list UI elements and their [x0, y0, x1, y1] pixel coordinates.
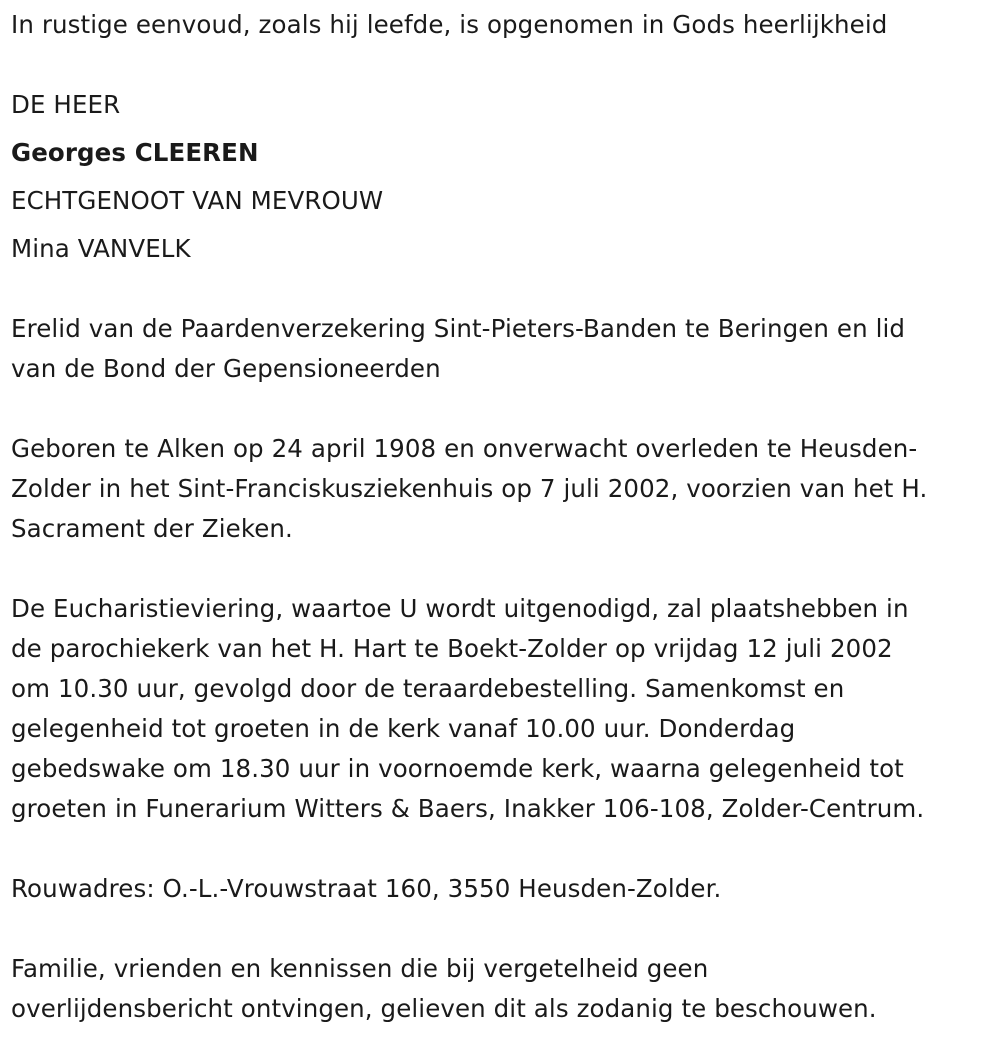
birth-death-paragraph — [11, 429, 996, 549]
intro-text: In rustige eenvoud, zoals hij leefde, is opgenomen in Gods heerlijkheid — [11, 10, 888, 39]
spouse-name: Mina VANVELK — [11, 234, 191, 263]
membership-line: Erelid van de Paardenverzekering Sint-Pieters-Banden te Beringen en lid — [11, 314, 906, 343]
membership-paragraph — [11, 309, 996, 389]
deceased-name: Georges CLEEREN — [11, 138, 259, 167]
service-line: groeten in Funerarium Witters & Baers, Inakker 106-108, Zolder-Centrum. — [11, 794, 925, 823]
service-line: gelegenheid tot groeten in de kerk vanaf 10.00 uur. Donderdag — [11, 714, 796, 743]
service-paragraph — [11, 589, 996, 829]
birth-death-line: Sacrament der Zieken. — [11, 514, 293, 543]
birth-death-line: Zolder in het Sint-Franciskusziekenhuis op 7 juli 2002, voorzien van het H. — [11, 474, 928, 503]
closing-line: overlijdensbericht ontvingen, gelieven dit als zodanig te beschouwen. — [11, 994, 877, 1023]
service-line: de parochiekerk van het H. Hart te Boekt-Zolder op vrijdag 12 juli 2002 — [11, 634, 893, 663]
service-line: om 10.30 uur, gevolgd door de teraardebestelling. Samenkomst en — [11, 674, 845, 703]
membership-line: van de Bond der Gepensioneerden — [11, 354, 441, 383]
closing-paragraph — [11, 949, 996, 1029]
birth-death-line: Geboren te Alken op 24 april 1908 en onverwacht overleden te Heusden- — [11, 434, 918, 463]
service-line: De Eucharistieviering, waartoe U wordt uitgenodigd, zal plaatshebben in — [11, 594, 909, 623]
spouse-label: ECHTGENOOT VAN MEVROUW — [11, 186, 384, 215]
mourning-address: Rouwadres: O.-L.-Vrouwstraat 160, 3550 Heusden-Zolder. — [11, 874, 722, 903]
title-prefix: DE HEER — [11, 90, 121, 119]
closing-line: Familie, vrienden en kennissen die bij vergetelheid geen — [11, 954, 709, 983]
service-line: gebedswake om 18.30 uur in voornoemde kerk, waarna gelegenheid tot — [11, 754, 904, 783]
